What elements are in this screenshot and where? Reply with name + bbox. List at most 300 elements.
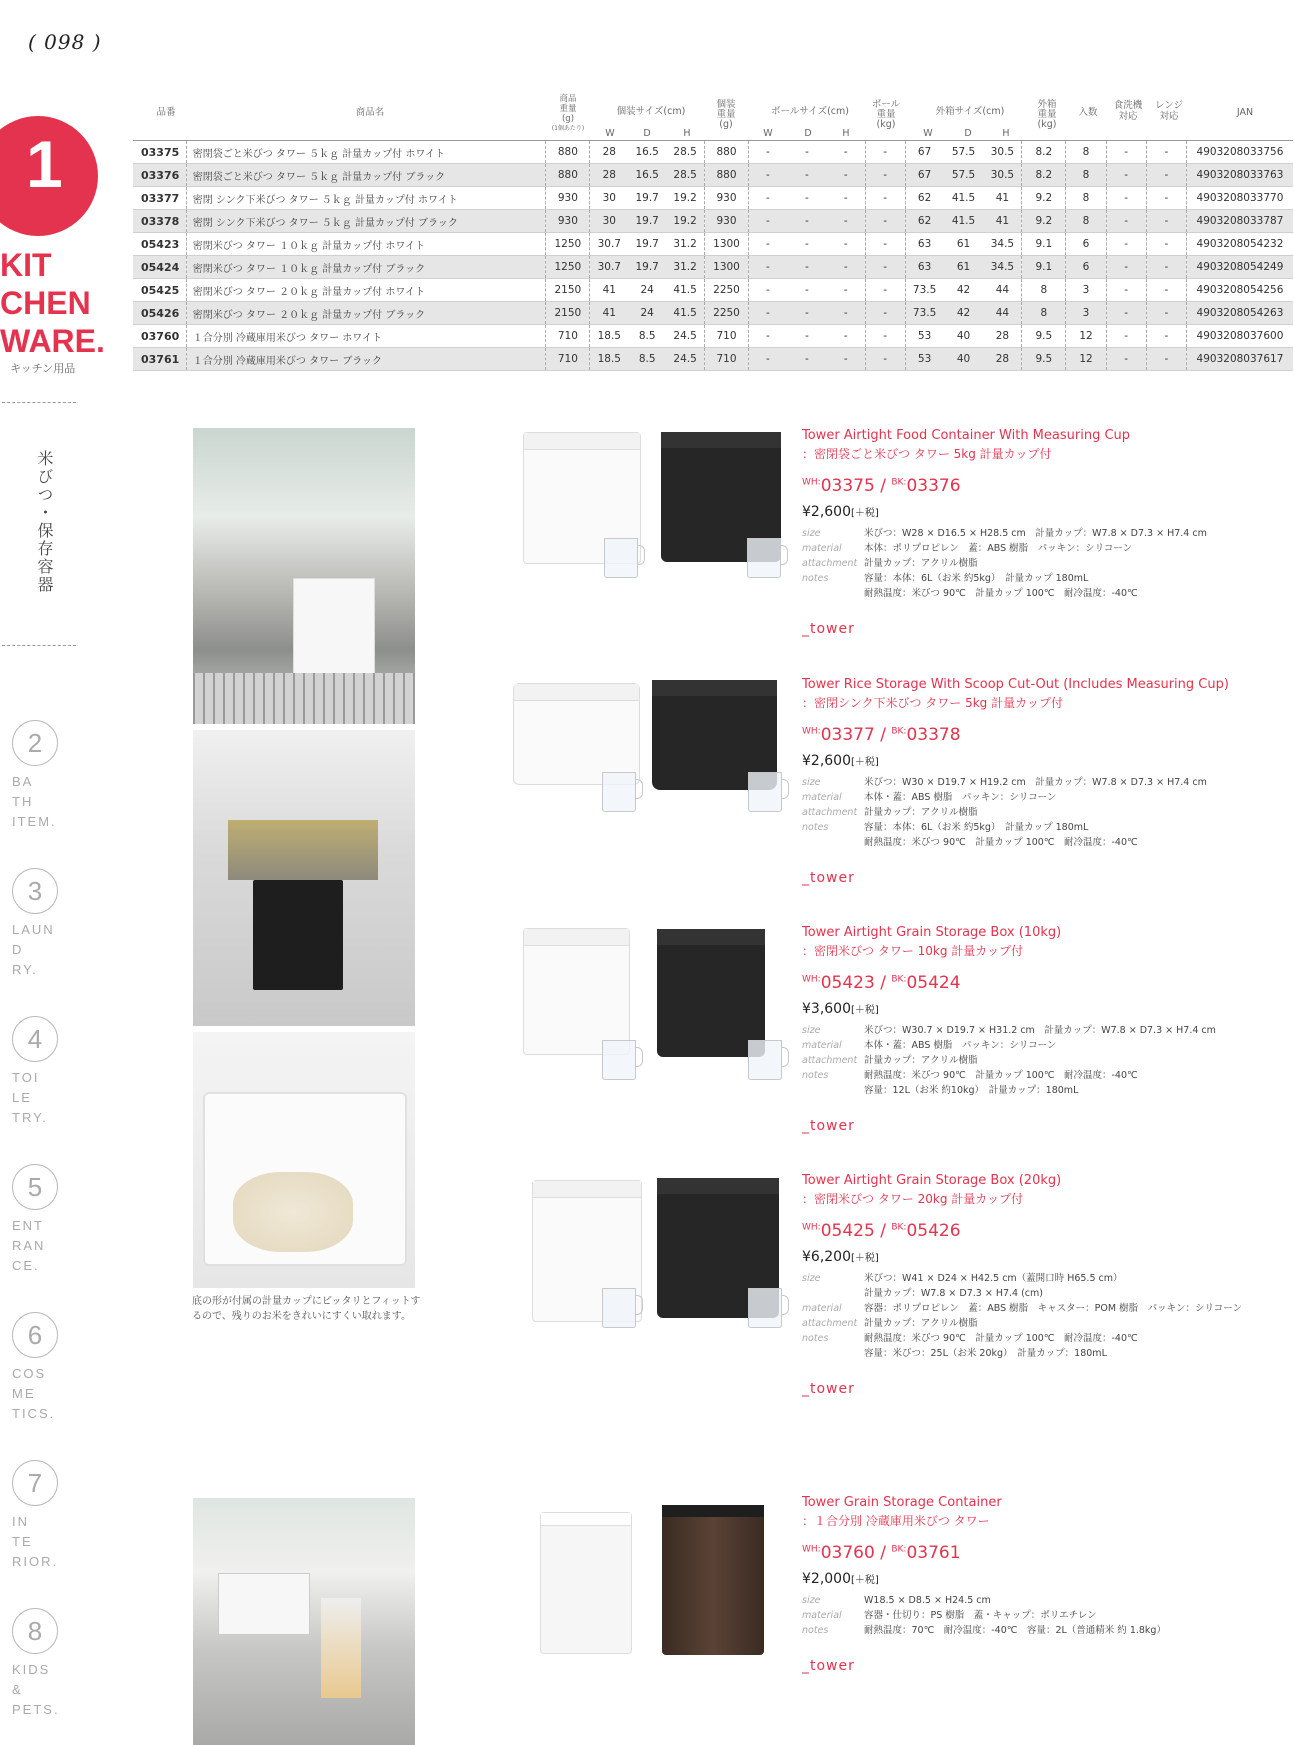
cell-ph: 19.2 — [673, 215, 697, 227]
nav-label — [12, 1364, 92, 1424]
spec-row — [802, 1068, 1282, 1083]
spec-value: 計量カップ：アクリル樹脂 — [864, 558, 978, 569]
nav-number: 2 — [12, 720, 58, 766]
bk-code: 03378 — [906, 725, 961, 745]
black-box — [657, 929, 765, 1057]
nav-label-line: LAUN — [12, 922, 55, 937]
cell-qty: 3 — [1066, 302, 1106, 325]
grain-container — [321, 1598, 361, 1698]
spec-key: notes — [802, 1625, 829, 1636]
cell-ph: 41.5 — [673, 284, 697, 296]
spec-key: size — [802, 1595, 821, 1606]
spec-row — [802, 1316, 1282, 1331]
cell-name: 密閉袋ごと米びつ タワー ５ｋｇ 計量カップ付 ホワイト — [186, 141, 546, 164]
spec-key: size — [802, 528, 821, 539]
cell-qty: 8 — [1066, 210, 1106, 233]
nav-section-6[interactable] — [12, 1312, 92, 1424]
product-title-jp: ：密閉袋ごと米びつ タワー 5kg 計量カップ付 — [802, 447, 1052, 461]
cell-jan: 4903208054256 — [1186, 279, 1293, 302]
product-block — [802, 1173, 1282, 1397]
spec-row — [802, 1271, 1282, 1286]
bk-code: 05426 — [906, 1221, 961, 1241]
wh-code: 05423 — [820, 973, 875, 993]
spec-row — [802, 541, 1282, 556]
nav-label — [12, 772, 92, 832]
cell-oweight: 9.1 — [1022, 233, 1066, 256]
table-row — [133, 141, 1293, 164]
cell-code: 03377 — [141, 191, 180, 205]
cell-ph: 28.5 — [673, 169, 697, 181]
cell-dw: - — [1106, 256, 1146, 279]
spec-row — [802, 1346, 1282, 1361]
table-row — [133, 325, 1293, 348]
cell-pweight: 880 — [704, 164, 748, 187]
header-w: W — [923, 128, 933, 139]
cell-dw: - — [1106, 279, 1146, 302]
cell-qty: 6 — [1066, 233, 1106, 256]
cell-jan: 4903208037600 — [1186, 325, 1293, 348]
product-specs — [802, 1593, 1282, 1638]
cell-pweight: 2250 — [704, 302, 748, 325]
category-vertical: 米びつ・保存容器 — [35, 450, 54, 594]
table-row — [133, 187, 1293, 210]
spec-key: notes — [802, 1333, 829, 1344]
header-name: 商品名 — [355, 107, 385, 118]
cell-jan: 4903208033756 — [1186, 141, 1293, 164]
bk-code: 03376 — [906, 476, 961, 496]
wh-label: WH: — [802, 1222, 821, 1233]
section-title — [0, 246, 105, 360]
spec-key: material — [802, 1303, 842, 1314]
cell-oweight: 9.5 — [1022, 348, 1066, 371]
spec-value: 米びつ：W30.7 × D19.7 × H31.2 cm 計量カップ：W7.8 × D7.3 × H7.4 cm — [864, 1025, 1216, 1036]
cell-bh: - — [843, 169, 848, 181]
cell-oh: 41 — [995, 215, 1010, 227]
cell-name: １合分別 冷蔵庫用米びつ タワー ホワイト — [186, 325, 546, 348]
cell-ph: 41.5 — [673, 307, 697, 319]
cell-pd: 19.7 — [635, 261, 659, 273]
nav-label-line: TOI — [12, 1070, 40, 1085]
brand-logo: _tower — [802, 1118, 855, 1134]
product-title-jp: ：密閉米びつ タワー 10kg 計量カップ付 — [802, 944, 1024, 958]
nav-number: 8 — [12, 1608, 58, 1654]
cell-name: 密閉米びつ タワー １０ｋｇ 計量カップ付 ブラック — [186, 256, 546, 279]
product-codes: $^{WH:}$03760 / $^{BK:}$03761 — [802, 1543, 961, 1563]
product-price — [802, 504, 1282, 520]
white-box — [523, 928, 630, 1055]
nav-label-line: RAN — [12, 1238, 46, 1253]
cell-pw: 30.7 — [590, 256, 628, 279]
spec-row — [802, 1301, 1282, 1316]
spec-value: 容器・仕切り：PS 樹脂 蓋・キャップ：ポリエチレン — [864, 1610, 1097, 1621]
spec-row — [802, 820, 1282, 835]
cell-oh: 34.5 — [990, 238, 1015, 250]
spec-row — [802, 1593, 1282, 1608]
cell-dw: - — [1106, 302, 1146, 325]
header-code: 品番 — [156, 107, 176, 118]
cell-ph: 28.5 — [673, 146, 697, 158]
tax-note: [＋税] — [851, 1575, 879, 1586]
header-dishwasher: 食洗機 対応 — [1113, 100, 1143, 122]
cell-weight: 710 — [546, 325, 590, 348]
cell-code: 05425 — [141, 283, 180, 297]
spec-key — [802, 1286, 864, 1301]
cell-pw: 18.5 — [590, 325, 628, 348]
photo-caption: 底の形が付属の計量カップにピッタリとフィットするので、残りのお米をきれいにすくい取れます。 — [192, 1296, 421, 1322]
cell-bh: - — [843, 307, 848, 319]
cell-bw: - — [749, 233, 787, 256]
cell-bh: - — [843, 238, 848, 250]
clear-container — [540, 1512, 632, 1654]
spec-row — [802, 1623, 1282, 1638]
measuring-cup — [748, 772, 782, 812]
nav-label-line: BA — [12, 774, 34, 789]
spec-key: material — [802, 1610, 842, 1621]
cell-ow: 63 — [905, 233, 943, 256]
spec-key: material — [802, 543, 842, 554]
cell-bw: - — [749, 348, 787, 371]
nav-label-line: COS — [12, 1366, 47, 1381]
spec-value: 耐熱温度：米びつ 90℃ 計量カップ 100℃ 耐冷温度：-40℃ — [864, 837, 1138, 848]
cell-qty: 12 — [1066, 348, 1106, 371]
cell-bh: - — [843, 330, 848, 342]
cell-oh: 41 — [995, 192, 1010, 204]
nav-label — [12, 920, 92, 980]
product-codes: $^{WH:}$05425 / $^{BK:}$05426 — [802, 1221, 961, 1241]
table-row — [133, 256, 1293, 279]
header-d: D — [804, 128, 812, 139]
wh-code: 03760 — [820, 1543, 875, 1563]
wh-code: 03375 — [820, 476, 875, 496]
cell-oh: 28 — [995, 353, 1010, 365]
cell-weight: 1250 — [546, 233, 590, 256]
cell-ph: 24.5 — [673, 353, 697, 365]
cell-bw: - — [749, 279, 787, 302]
spec-value: 計量カップ：アクリル樹脂 — [864, 1055, 978, 1066]
nav-section-3[interactable] — [12, 868, 92, 980]
cell-oh: 28 — [995, 330, 1010, 342]
table-row — [133, 164, 1293, 187]
rice — [233, 1172, 353, 1252]
cell-weight: 2150 — [546, 302, 590, 325]
product-specs — [802, 1271, 1282, 1361]
product-specs — [802, 775, 1282, 850]
price-value: ¥2,600 — [802, 504, 851, 520]
cell-pw: 30 — [590, 187, 628, 210]
rice-cooker — [218, 1573, 310, 1635]
cell-ow: 63 — [905, 256, 943, 279]
cell-od: 41.5 — [951, 215, 976, 227]
cell-weight: 930 — [546, 210, 590, 233]
spec-key: attachment — [802, 1318, 858, 1329]
cell-pd: 19.7 — [635, 238, 659, 250]
spec-key: attachment — [802, 1055, 858, 1066]
nav-number: 6 — [12, 1312, 58, 1358]
cell-pd: 19.7 — [635, 215, 659, 227]
brand-logo: _tower — [802, 621, 855, 637]
nav-label — [12, 1660, 92, 1720]
spec-row — [802, 1083, 1282, 1098]
cell-mw: - — [1146, 187, 1186, 210]
cell-jan: 4903208033787 — [1186, 210, 1293, 233]
product-block — [802, 1495, 1282, 1674]
nav-label-line: PETS. — [12, 1702, 60, 1717]
product-codes: $^{WH:}$03377 / $^{BK:}$03378 — [802, 725, 961, 745]
product-specs — [802, 526, 1282, 601]
cell-pd: 24 — [640, 284, 654, 296]
spec-key: material — [802, 1040, 842, 1051]
spec-value: 米びつ：W30 × D19.7 × H19.2 cm 計量カップ：W7.8 × D7.3 × H7.4 cm — [864, 777, 1207, 788]
table-row — [133, 233, 1293, 256]
header-qty: 入数 — [1078, 107, 1098, 118]
product-price — [802, 1571, 1282, 1587]
cell-oweight: 9.2 — [1022, 210, 1066, 233]
spec-key: material — [802, 792, 842, 803]
spec-key: size — [802, 777, 821, 788]
section-title-line: KIT — [0, 247, 52, 283]
measuring-cup — [747, 538, 781, 578]
header-ball-size: ボールサイズ(cm) — [771, 106, 849, 117]
section-number: 1 — [26, 127, 63, 201]
product-title-en: Tower Airtight Grain Storage Box (10kg) — [802, 925, 1062, 940]
price-value: ¥2,000 — [802, 1571, 851, 1587]
cell-code: 05424 — [141, 260, 180, 274]
cell-dw: - — [1106, 187, 1146, 210]
nav-section-2[interactable] — [12, 720, 92, 832]
cell-oweight: 9.2 — [1022, 187, 1066, 210]
cell-pd: 16.5 — [635, 169, 659, 181]
cell-bweight: - — [865, 141, 905, 164]
table-row — [133, 302, 1293, 325]
cell-bd: - — [804, 215, 809, 227]
product-title-jp: ：１合分別 冷蔵庫用米びつ タワー — [802, 1514, 990, 1528]
cell-pweight: 2250 — [704, 279, 748, 302]
nav-label-line: KIDS — [12, 1662, 51, 1677]
nav-number: 4 — [12, 1016, 58, 1062]
cell-ph: 19.2 — [673, 192, 697, 204]
nav-section-8[interactable] — [12, 1608, 92, 1720]
cell-pw: 28 — [590, 141, 628, 164]
cell-pweight: 1300 — [704, 233, 748, 256]
cell-name: 密閉米びつ タワー ２０ｋｇ 計量カップ付 ブラック — [186, 302, 546, 325]
cell-pw: 30.7 — [590, 233, 628, 256]
cell-name: 密閉 シンク下米びつ タワー ５ｋｇ 計量カップ付 ホワイト — [186, 187, 546, 210]
cell-pd: 8.5 — [638, 353, 656, 365]
photo-drawer — [193, 730, 415, 1026]
product-block — [802, 925, 1282, 1134]
wh-label: WH: — [802, 1544, 821, 1555]
cell-bw: - — [749, 164, 787, 187]
cell-qty: 3 — [1066, 279, 1106, 302]
cell-code: 03761 — [141, 352, 180, 366]
spec-value: 計量カップ：W7.8 × D7.3 × H7.4 (cm) — [864, 1288, 1043, 1299]
header-d: D — [643, 128, 651, 139]
cell-bd: - — [804, 238, 809, 250]
cell-pweight: 880 — [704, 141, 748, 164]
measuring-cup — [748, 1040, 782, 1080]
cell-dw: - — [1106, 164, 1146, 187]
bk-code: 05424 — [906, 973, 961, 993]
spec-key — [802, 1083, 864, 1098]
spec-value: 容量：米びつ：25L（お米 20kg） 計量カップ：180mL — [864, 1348, 1107, 1359]
product-title-jp: ：密閉シンク下米びつ タワー 5kg 計量カップ付 — [802, 696, 1063, 710]
product-price — [802, 1001, 1282, 1017]
product-title-en: Tower Airtight Grain Storage Box (20kg) — [802, 1173, 1062, 1188]
cell-pd: 24 — [640, 307, 654, 319]
cell-code: 03760 — [141, 329, 180, 343]
cell-jan: 4903208037617 — [1186, 348, 1293, 371]
nav-label-line: TH — [12, 794, 34, 809]
divider — [2, 645, 76, 646]
divider — [2, 402, 76, 403]
cell-oweight: 9.5 — [1022, 325, 1066, 348]
cell-oweight: 8 — [1022, 279, 1066, 302]
cell-pweight: 930 — [704, 210, 748, 233]
product-codes: $^{WH:}$05423 / $^{BK:}$05424 — [802, 973, 961, 993]
header-h: H — [1002, 128, 1010, 139]
cell-mw: - — [1146, 256, 1186, 279]
cell-bd: - — [804, 261, 809, 273]
wh-code: 03377 — [820, 725, 875, 745]
cell-dw: - — [1106, 325, 1146, 348]
bk-label: BK: — [891, 726, 907, 737]
nav-section-4[interactable] — [12, 1016, 92, 1128]
cell-oweight: 8.2 — [1022, 141, 1066, 164]
cell-ow: 73.5 — [905, 279, 943, 302]
cell-mw: - — [1146, 348, 1186, 371]
spec-row — [802, 1608, 1282, 1623]
brand-logo: _tower — [802, 870, 855, 886]
cell-pweight: 710 — [704, 348, 748, 371]
nav-number: 3 — [12, 868, 58, 914]
cell-bd: - — [804, 284, 809, 296]
photo-kitchen-counter — [193, 428, 415, 724]
cell-jan: 4903208054263 — [1186, 302, 1293, 325]
brown-container — [662, 1505, 764, 1655]
cell-pw: 41 — [590, 302, 628, 325]
cell-bh: - — [843, 192, 848, 204]
table-row — [133, 348, 1293, 371]
nav-section-5[interactable] — [12, 1164, 92, 1276]
tax-note: [＋税] — [851, 508, 879, 519]
price-value: ¥3,600 — [802, 1001, 851, 1017]
cell-jan: 4903208054249 — [1186, 256, 1293, 279]
cell-bw: - — [749, 256, 787, 279]
cell-bw: - — [749, 302, 787, 325]
spec-key — [802, 586, 864, 601]
wh-label: WH: — [802, 726, 821, 737]
spec-value: 容量：12L（お米 約10kg） 計量カップ：180mL — [864, 1085, 1079, 1096]
cell-qty: 6 — [1066, 256, 1106, 279]
spec-value: 耐熱温度：米びつ 90℃ 計量カップ 100℃ 耐冷温度：-40℃ — [864, 588, 1138, 599]
product-title-en: Tower Airtight Food Container With Measuring Cup — [802, 428, 1131, 443]
bk-label: BK: — [891, 1222, 907, 1233]
measuring-cup — [602, 772, 636, 812]
cell-od: 57.5 — [951, 169, 976, 181]
table-row — [133, 279, 1293, 302]
cell-bd: - — [804, 353, 809, 365]
header-outer-size: 外箱サイズ(cm) — [935, 106, 1005, 117]
nav-label — [12, 1068, 92, 1128]
spec-value: 容量：本体：6L（お米 約5kg） 計量カップ 180mL — [864, 822, 1089, 833]
nav-label-line: ITEM. — [12, 814, 57, 829]
nav-label-line: RIOR. — [12, 1554, 59, 1569]
cell-weight: 710 — [546, 348, 590, 371]
cell-bw: - — [749, 187, 787, 210]
spec-value: 計量カップ：アクリル樹脂 — [864, 807, 978, 818]
product-specs — [802, 1023, 1282, 1098]
cell-qty: 12 — [1066, 325, 1106, 348]
photo-fridge-kitchen — [193, 1498, 415, 1745]
white-container — [293, 578, 375, 680]
nav-label-line: D — [12, 942, 24, 957]
cell-bh: - — [843, 261, 848, 273]
cell-dw: - — [1106, 210, 1146, 233]
product-price — [802, 1249, 1282, 1265]
cell-od: 42 — [956, 284, 971, 296]
cell-bh: - — [843, 284, 848, 296]
bk-code: 03761 — [906, 1543, 961, 1563]
cell-pw: 28 — [590, 164, 628, 187]
cell-ow: 73.5 — [905, 302, 943, 325]
cell-ow: 62 — [905, 210, 943, 233]
cell-name: １合分別 冷蔵庫用米びつ タワー ブラック — [186, 348, 546, 371]
nav-section-7[interactable] — [12, 1460, 92, 1572]
measuring-cup — [602, 1288, 636, 1328]
spec-row — [802, 526, 1282, 541]
cell-mw: - — [1146, 302, 1186, 325]
spec-row — [802, 775, 1282, 790]
spec-row — [802, 790, 1282, 805]
cell-dw: - — [1106, 348, 1146, 371]
cell-mw: - — [1146, 141, 1186, 164]
cell-oh: 30.5 — [990, 169, 1015, 181]
spec-value: 容量：本体：6L（お米 約5kg） 計量カップ 180mL — [864, 573, 1089, 584]
product-title-en: Tower Grain Storage Container — [802, 1495, 1002, 1510]
cell-bweight: - — [865, 325, 905, 348]
cell-pweight: 710 — [704, 325, 748, 348]
cell-name: 密閉米びつ タワー ２０ｋｇ 計量カップ付 ホワイト — [186, 279, 546, 302]
cell-name: 密閉米びつ タワー １０ｋｇ 計量カップ付 ホワイト — [186, 233, 546, 256]
cell-mw: - — [1146, 325, 1186, 348]
cell-bd: - — [804, 330, 809, 342]
product-codes: $^{WH:}$03375 / $^{BK:}$03376 — [802, 476, 961, 496]
cell-ph: 31.2 — [673, 238, 697, 250]
section-title-line: WARE. — [0, 323, 105, 359]
cell-od: 40 — [956, 330, 971, 342]
spec-value: 耐熱温度：米びつ 90℃ 計量カップ 100℃ 耐冷温度：-40℃ — [864, 1070, 1138, 1081]
spec-value: 本体・蓋：ABS 樹脂 パッキン：シリコーン — [864, 792, 1057, 803]
cell-qty: 8 — [1066, 164, 1106, 187]
brand-logo: _tower — [802, 1658, 855, 1674]
cell-oh: 44 — [995, 307, 1010, 319]
cell-pd: 19.7 — [635, 192, 659, 204]
cell-weight: 930 — [546, 187, 590, 210]
cell-pw: 41 — [590, 279, 628, 302]
tax-note: [＋税] — [851, 1253, 879, 1264]
nav-label-line: TE — [12, 1534, 33, 1549]
nav-number: 5 — [12, 1164, 58, 1210]
cell-oh: 34.5 — [990, 261, 1015, 273]
cell-mw: - — [1146, 164, 1186, 187]
spec-value: 米びつ：W28 × D16.5 × H28.5 cm 計量カップ：W7.8 × D7.3 × H7.4 cm — [864, 528, 1207, 539]
tax-note: [＋税] — [851, 1005, 879, 1016]
cell-bw: - — [749, 210, 787, 233]
cell-od: 61 — [956, 238, 971, 250]
cell-code: 03378 — [141, 214, 180, 228]
photo-rice-scoop — [193, 1032, 415, 1288]
white-box — [513, 683, 640, 785]
